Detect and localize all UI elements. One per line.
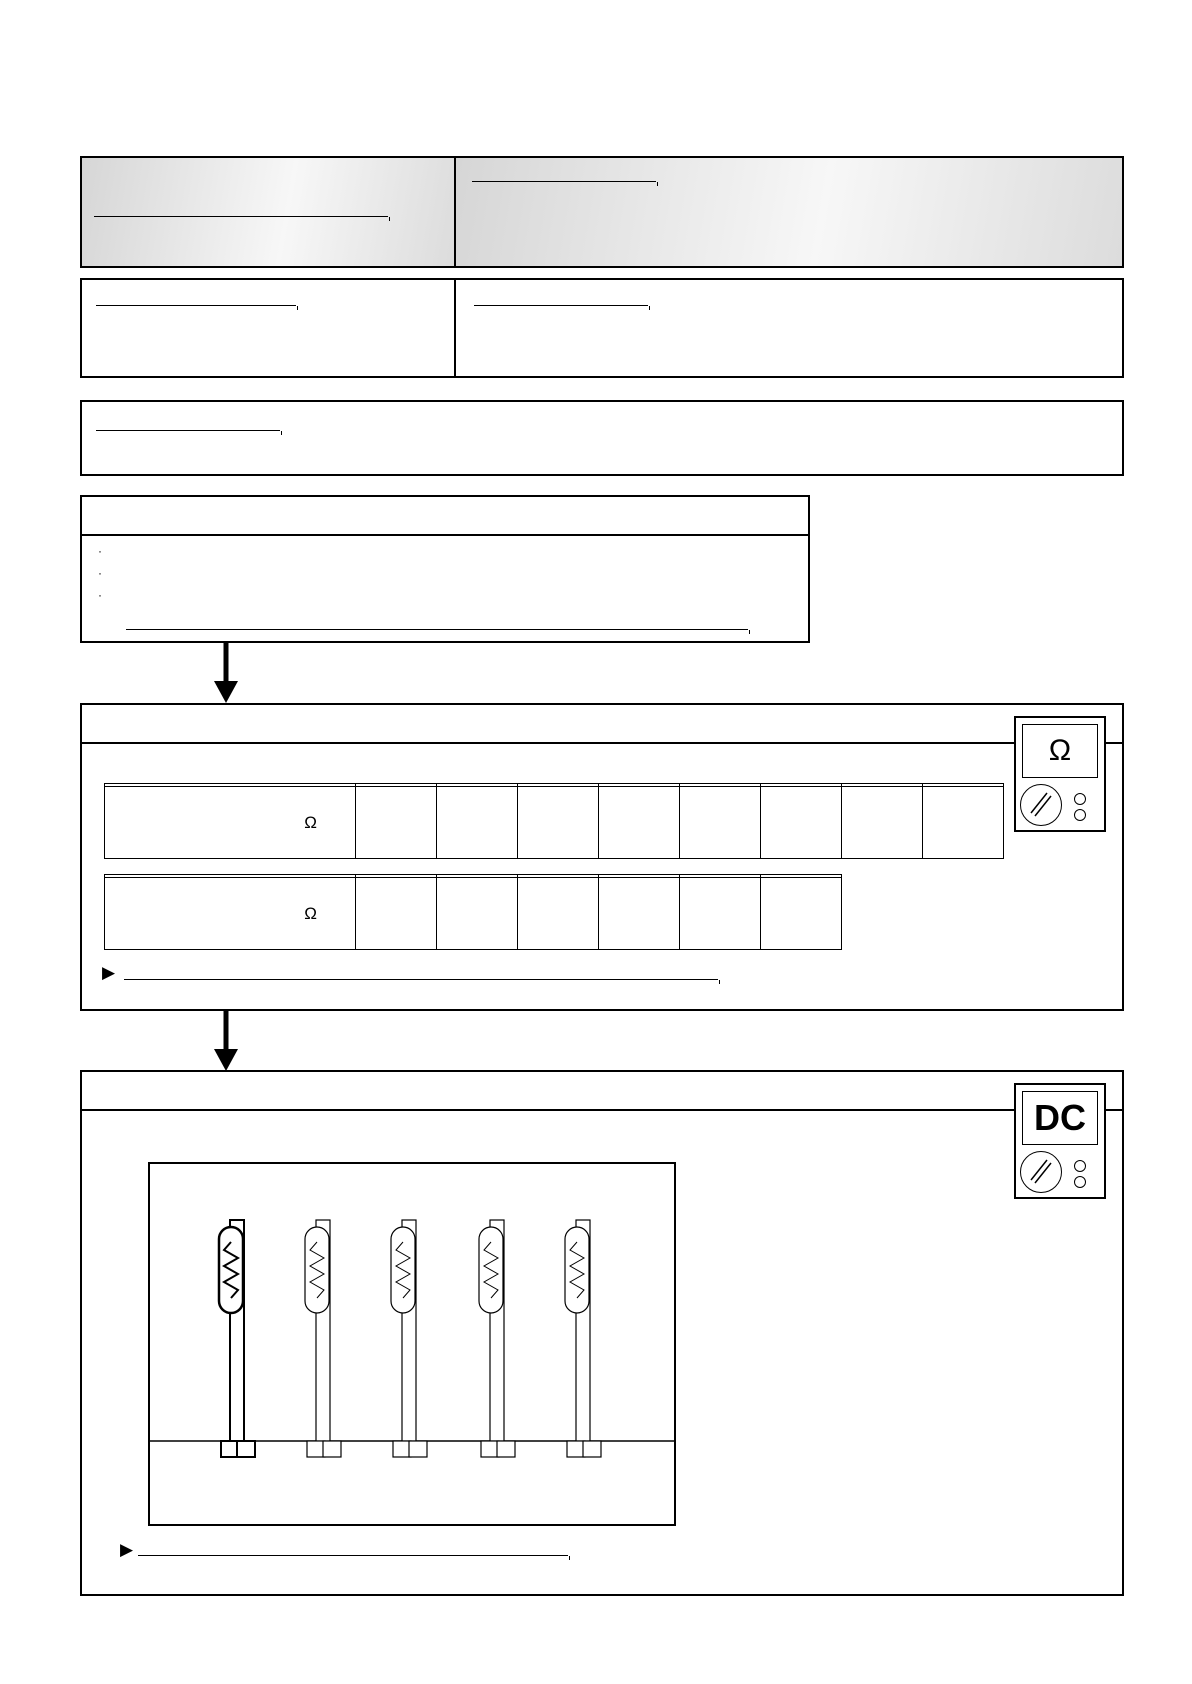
meter-jack-icon	[1074, 809, 1086, 821]
step3-box	[80, 1070, 1124, 1596]
dc-label: DC	[1034, 1097, 1086, 1138]
meter-jack-icon	[1074, 1176, 1086, 1188]
info-right-underline	[474, 305, 648, 306]
resistance-table-1	[104, 783, 1004, 859]
unit-cell: Ω	[105, 878, 356, 950]
step2-title-bar	[82, 705, 1122, 744]
step3-note-underline	[138, 1555, 568, 1556]
info-left-underline	[96, 305, 296, 306]
dc-voltmeter-icon	[1014, 1083, 1106, 1199]
header-right-underline	[472, 181, 656, 182]
step1-bullet: ·	[98, 566, 102, 580]
resistance-table-2	[104, 874, 842, 950]
step2-box	[80, 703, 1124, 1011]
meter-display	[1022, 1091, 1098, 1145]
step1-bullet: ·	[98, 544, 102, 558]
step2-note-underline	[124, 979, 718, 980]
header-right-cell	[454, 156, 1124, 268]
ohmmeter-icon	[1014, 716, 1106, 832]
info-full-underline	[96, 430, 280, 431]
header-left-cell	[80, 156, 456, 268]
flow-arrow-icon	[212, 1011, 240, 1073]
note-marker-icon: ▶	[102, 963, 116, 982]
note-marker-icon: ▶	[120, 1540, 134, 1559]
step3-title-bar	[82, 1072, 1122, 1111]
ohm-label: Ω	[1048, 734, 1072, 767]
meter-jack-icon	[1074, 793, 1086, 805]
table-row	[105, 787, 1004, 859]
meter-jack-icon	[1074, 1160, 1086, 1172]
step1-box	[80, 495, 810, 643]
sensor-diagram	[148, 1162, 676, 1526]
info-right-cell	[454, 278, 1124, 378]
info-left-cell	[80, 278, 456, 378]
header-left-underline	[94, 216, 388, 217]
unit-cell: Ω	[105, 787, 356, 859]
flow-arrow-icon	[212, 643, 240, 705]
step1-bullet: ·	[98, 588, 102, 602]
meter-dial-icon	[1020, 784, 1062, 826]
meter-display	[1022, 724, 1098, 778]
table-row	[105, 878, 842, 950]
meter-dial-icon	[1020, 1151, 1062, 1193]
step1-title-bar	[82, 497, 808, 536]
info-full-row	[80, 400, 1124, 476]
step1-underline	[126, 629, 748, 630]
